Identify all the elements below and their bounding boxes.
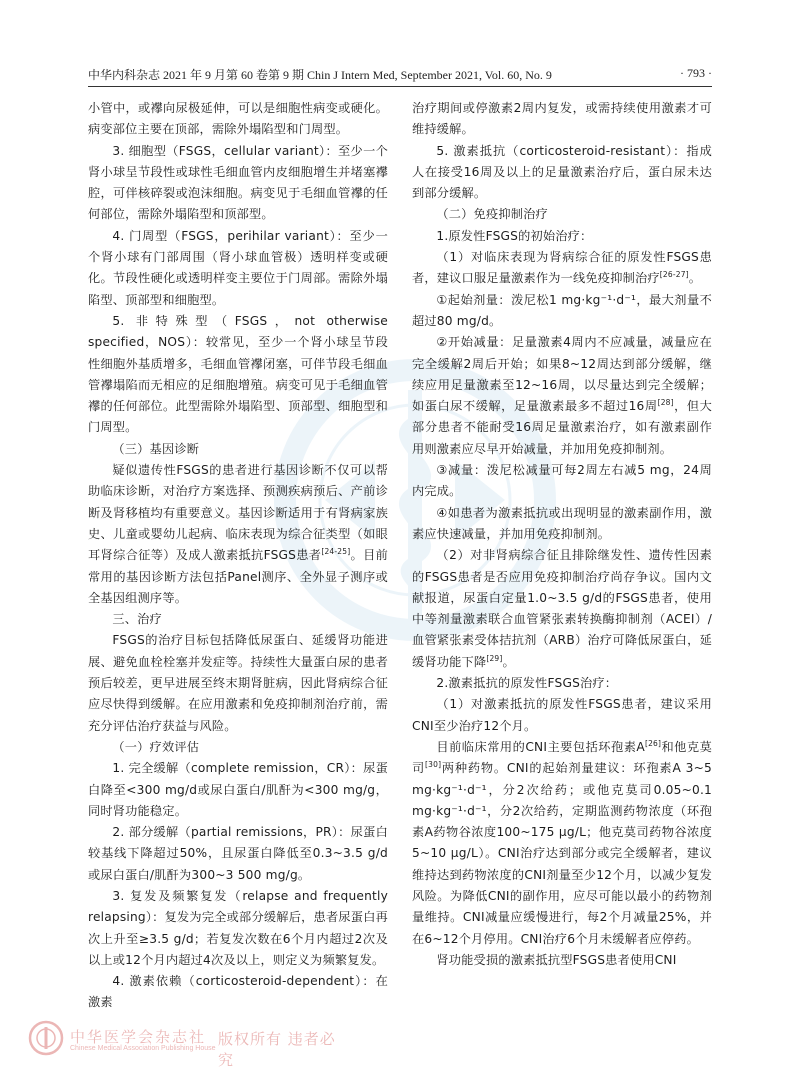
paragraph-impaired-renal-function: 肾功能受损的激素抵抗型FSGS患者使用CNI (436, 952, 677, 967)
paragraph-text-tail: 。 (688, 271, 702, 286)
paragraph-text-tail: 。 (502, 654, 515, 669)
running-head (88, 64, 712, 87)
paragraph-non-nephrotic (412, 545, 712, 673)
page-number: · 793 · (680, 66, 712, 80)
reference-citation: [30] (425, 760, 442, 770)
paragraph-text-tail: 。目前常用的基因诊断方法包括Panel测序、全外显子测序或全基因组测序等。 (88, 548, 388, 605)
reference-citation: [24-25] (321, 547, 351, 557)
paragraph-text: （2）对非肾病综合征且排除继发性、遗传性因素的FSGS患者是否应用免疫抑制治疗尚存争议。国内文献报道，尿蛋白定量1.0~3.5 g/d的FSGS患者，使用中等剂量激素联合血管紧张素转换酶抑制剂（ACEI）/血管紧张素受体拮抗剂（ARB）治疗可降低尿蛋白，延缓肾功能下降 (412, 548, 712, 669)
paragraph-treatment-goals: FSGS的治疗目标包括降低尿蛋白、延缓肾功能进展、避免血栓栓塞并发症等。持续性大量蛋白尿的患者预后较差，更早进展至终末期肾脏病，因此肾病综合征应尽快得到缓解。在应用激素和免疫抑制剂治疗前，需充分评估治疗获益与风险。 (88, 633, 388, 733)
paragraph-cni-recommendation: （1）对激素抵抗的原发性FSGS患者，建议采用CNI至少治疗12个月。 (412, 697, 712, 733)
reference-citation: [26] (644, 738, 662, 748)
paragraph-continued: 小管中，或襻向尿极延伸，可以是细胞性病变或硬化。病变部位主要在顶部，需除外塌陷型和门周型。 (88, 101, 388, 137)
publisher-seal-icon (28, 1020, 64, 1056)
paragraph-text: 疑似遗传性FSGS的患者进行基因诊断不仅可以帮助临床诊断，对治疗方案选择、预测疾病预后、产前诊断及肾移植均有重要意义。基因诊断适用于有肾病家族史、儿童或婴幼儿起病、临床表现为综合征类型（如眼耳肾综合征等）及成人激素抵抗FSGS患者 (88, 463, 388, 563)
section-heading-immunosuppression: （二）免疫抑制治疗 (436, 207, 548, 222)
paragraph-text: 目前临床常用的CNI主要包括环孢素A (436, 739, 645, 754)
paragraph-text-tail: 两种药物。CNI的起始剂量建议：环孢素A 3~5 mg·kg⁻¹·d⁻¹，分2次给药；或他克莫司0.05~0.1 mg·kg⁻¹·d⁻¹，分2次给药，定期监测药物浓度（环孢素A药物谷浓度100~175 μg/L；他克莫司药物谷浓度5~10 μg/L）。CNI治疗达到部分或完全缓解者，建议维持达到药物浓度的CNI剂量至少12个月，以减少复发风险。为降低CNI的副作用，应尽可能以最小的药物剂量维持。CNI减量应缓慢进行，每2个月减量25%，并在6~12个月停用。CNI治疗6个月未缓解者应停药。 (412, 761, 713, 946)
journal-citation: 中华内科杂志 2021 年 9 月第 60 卷第 9 期 Chin J Intern Med, September 2021, Vol. 60, No. 9 (88, 68, 552, 82)
paragraph-start-taper (412, 332, 712, 460)
paragraph-taper: ③减量：泼尼松减量可每2周左右减5 mg，24周内完成。 (412, 463, 712, 499)
paragraph-text-mid: 和他克莫司 (412, 739, 712, 776)
paragraph-cellular-variant: 3. 细胞型（FSGS，cellular variant）：至少一个肾小球呈节段性或球性毛细血管内皮细胞增生并堵塞襻腔，可伴核碎裂或泡沫细胞。病变见于毛细血管襻的任何部位，需除外塌陷型和顶部型。 (88, 143, 388, 222)
paragraph-cni-dosing (412, 737, 712, 950)
reference-citation: [26-27] (659, 270, 689, 280)
paragraph-initial-dose: ①起始剂量：泼尼松1 mg·kg⁻¹·d⁻¹，最大剂量不超过80 mg/d。 (412, 292, 712, 328)
paragraph-gene-diagnosis (88, 460, 388, 609)
reference-citation: [29] (486, 653, 503, 663)
paragraph-continued: 治疗期间或停激素2周内复发，或需持续使用激素才可维持缓解。 (412, 101, 712, 137)
paragraph-nos-variant: 5. 非特殊型（FSGS，not otherwise specified，NOS）：较常见，至少一个肾小球呈节段性细胞外基质增多，毛细血管襻闭塞，可伴节段毛细血管襻塌陷而无相应的足细胞增殖。病变可见于毛细血管襻的任何部位。此型需除外塌陷型、顶部型、细胞型和门周型。 (88, 313, 388, 435)
right-column (412, 98, 712, 971)
paragraph-steroid-resistant: 5. 激素抵抗（corticosteroid-resistant）：指成人在接受16周及以上的足量激素治疗后，蛋白尿未达到部分缓解。 (412, 143, 712, 201)
paragraph-text: ②开始减量：足量激素4周内不应减量，减量应在完全缓解2周后开始；如果8~12周达到部分缓解，继续应用足量激素至12~16周，以尽量达到完全缓解；如蛋白尿不缓解，足量激素最多不超过16周 (412, 335, 712, 414)
paragraph-partial-remission: 2. 部分缓解（partial remissions，PR）：尿蛋白较基线下降超过50%，且尿蛋白降低至0.3~3.5 g/d或尿白蛋白/肌酐为300~3 500 mg/g。 (88, 825, 388, 882)
reference-citation: [28] (657, 398, 674, 408)
paragraph-perihilar-variant: 4. 门周型（FSGS，perihilar variant）：至少一个肾小球有门部周围（肾小球血管极）透明样变或硬化。节段性硬化或透明样变主要位于门周部。需除外塌陷型、顶部型和细胞型。 (88, 228, 388, 307)
subsection-heading-steroid-resistant: 2.激素抵抗的原发性FSGS治疗： (436, 676, 618, 691)
publisher-name-en: Chinese Medical Association Publishing House (70, 1045, 216, 1052)
copyright-notice: 版权所有 违者必究 (218, 1030, 336, 1069)
paragraph-rapid-taper: ④如患者为激素抵抗或出现明显的激素副作用，激素应快速减量，并加用免疫抑制剂。 (412, 505, 712, 541)
paragraph-relapse: 3. 复发及频繁复发（relapse and frequently relapsing）：复发为完全或部分缓解后，患者尿蛋白再次上升至≥3.5 g/d；若复发次数在6个月内超过2次及以上或12个月内超过4次及以上，则定义为频繁复发。 (88, 888, 388, 967)
left-column (88, 98, 388, 1014)
paragraph-text-tail: ，但大部分患者不能耐受16周足量激素治疗，如有激素副作用则激素应尽早开始减量，并加用免疫抑制剂。 (412, 399, 712, 456)
publisher-name: 中华医学会杂志社 (70, 1028, 207, 1046)
section-heading-gene-diagnosis: （三）基因诊断 (112, 441, 200, 456)
paragraph-text: （1）对临床表现为肾病综合征的原发性FSGS患者，建议口服足量激素作为一线免疫抑制治疗 (412, 250, 712, 286)
section-heading-efficacy: （一）疗效评估 (112, 739, 200, 754)
paragraph-steroid-dependent: 4. 激素依赖（corticosteroid-dependent）：在激素 (88, 974, 388, 1010)
paragraph-complete-remission: 1. 完全缓解（complete remission，CR）：尿蛋白降至<300 mg/d或尿白蛋白/肌酐为<300 mg/g，同时肾功能稳定。 (88, 761, 388, 818)
section-heading-treatment: 三、治疗 (112, 612, 162, 627)
subsection-heading-initial-treatment: 1.原发性FSGS的初始治疗： (436, 228, 593, 243)
paragraph-first-line (412, 247, 712, 290)
publisher-logo (28, 1020, 348, 1069)
